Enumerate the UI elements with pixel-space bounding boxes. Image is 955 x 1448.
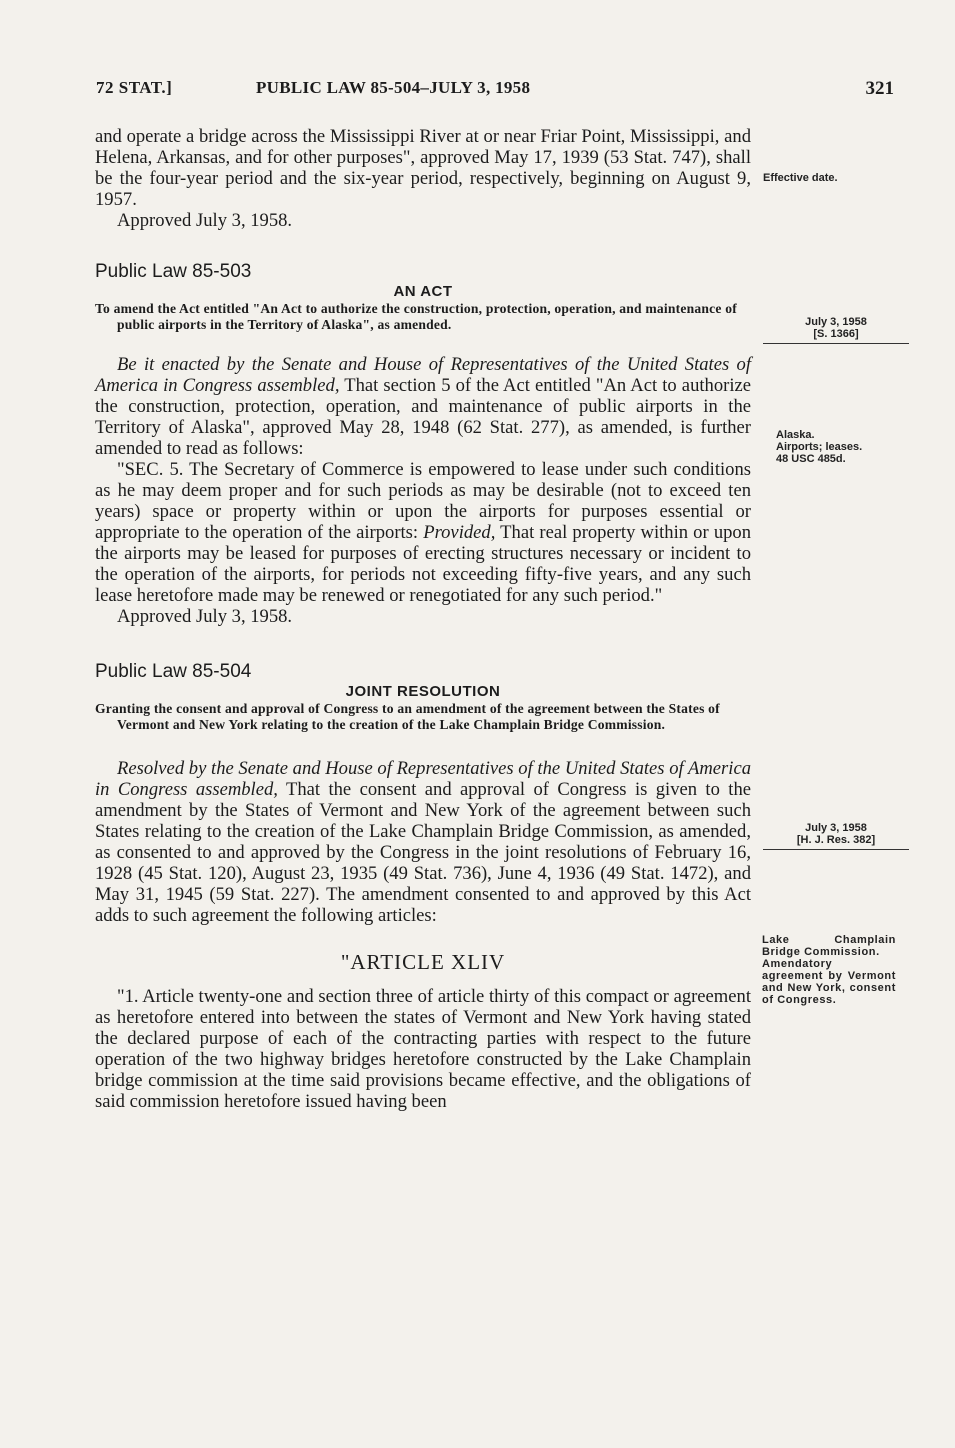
header-title: PUBLIC LAW 85-504–JULY 3, 1958 xyxy=(256,78,531,97)
alaska-note-3: 48 USC 485d. xyxy=(776,453,846,465)
enacting-clause: Be it enacted by the Senate and House of Representatives of the United States of America in Congress assembled, xyxy=(95,354,751,396)
alaska-note-1: Alaska. xyxy=(776,429,815,441)
law-504-date: July 3, 1958 xyxy=(805,822,867,834)
main-column xyxy=(95,126,751,1112)
stat-volume: 72 STAT.] xyxy=(96,78,173,97)
margin-note-law-503-date xyxy=(763,316,909,344)
law-85-503-purpose: To amend the Act entitled "An Act to authorize the construction, protection, operation, and maintenance of public airports in the Territory of Alaska", as amended. xyxy=(95,301,737,332)
law-85-504-resolving-paragraph xyxy=(95,758,751,926)
section-5-intro: "SEC. 5. The Secretary of Commerce is empowered to lease under such conditions as he may deem proper and for such periods as may be desirable (not to exceed ten years) space or property within or upon the airports for purposes essential or appropriate to the operation of the airports: xyxy=(95,459,751,543)
law-503-bill: [S. 1366] xyxy=(813,328,859,340)
section-5-rest: That real property within or upon the airports may be leased for purposes of erecting structures necessary or incident to the operation of the airports, for periods not exceeding fifty-five years, and any such lease heretofore made may be renewed or renegotiated for any such period." xyxy=(95,522,752,606)
act-heading: AN ACT xyxy=(393,283,453,300)
law-503-date: July 3, 1958 xyxy=(805,316,867,328)
page-number: 321 xyxy=(865,78,894,99)
joint-resolution-heading: JOINT RESOLUTION xyxy=(345,683,501,700)
margin-note-lake-champlain xyxy=(762,934,896,1006)
provided-clause: Provided, xyxy=(423,522,496,543)
lcb-note-2: Amendatory agreement by Vermont and New York, consent of Congress. xyxy=(762,958,896,1006)
law-85-503-enacting-paragraph xyxy=(95,354,751,459)
margin-note-alaska xyxy=(776,429,908,465)
margin-rule xyxy=(763,343,909,344)
article-xliv-text: "1. Article twenty-one and section three of article thirty of this compact or agreement as heretofore entered into between the states of Vermont and New York having stated the declared purpose of each of the contracting parties with respect to the future operation of the two highway bridges heretofore constructed by the Lake Champlain bridge commission at the time said provisions became effective, and the obligations of said commission heretofore issued having been xyxy=(95,986,751,1112)
running-header xyxy=(96,78,906,102)
law-85-504-title: Public Law 85-504 xyxy=(95,661,252,682)
lcb-note-1: Lake Champlain Bridge Commission. xyxy=(762,934,896,958)
law-85-504-body: That the consent and approval of Congress is given to the amendment by the States of Vermont and New York of the agreement between such States relating to the creation of the Lake Champlain Bridge Commission, as amended, as consented to and approved by the Congress in the joint resolutions of February 16, 1928 (45 Stat. 120), August 23, 1935 (49 Stat. 736), June 4, 1936 (49 Stat. 1472), and May 31, 1945 (59 Stat. 227). The amendment consented to and approved by this Act adds to such agreement the following articles: xyxy=(95,779,752,926)
approved-line-1: Approved July 3, 1958. xyxy=(117,210,293,231)
section-5-paragraph xyxy=(95,459,751,606)
margin-note-law-504-date xyxy=(763,822,909,850)
margin-note-effective-date: Effective date. xyxy=(763,172,838,184)
law-85-503-body: That section 5 of the Act entitled "An Act to authorize the construction, protection, operation, and maintenance of public airports in the Territory of Alaska", approved May 28, 1948 (62 Stat. 277), as amended, is further amended to read as follows: xyxy=(95,375,751,459)
margin-rule xyxy=(763,849,909,850)
article-xliv-heading: "ARTICLE XLIV xyxy=(340,950,506,974)
continuation-paragraph: and operate a bridge across the Mississippi River at or near Friar Point, Mississippi, and Helena, Arkansas, and for other purposes", approved May 17, 1939 (53 Stat. 747), shall be the four-year period and the six-year period, respectively, beginning on August 9, 1957. xyxy=(95,126,751,210)
approved-line-2: Approved July 3, 1958. xyxy=(117,606,293,627)
alaska-note-2: Airports; leases. xyxy=(776,441,863,453)
law-85-504-purpose: Granting the consent and approval of Congress to an amendment of the agreement between the States of Vermont and New York relating to the creation of the Lake Champlain Bridge Commission. xyxy=(95,701,720,732)
law-85-503-title: Public Law 85-503 xyxy=(95,261,252,282)
law-504-bill: [H. J. Res. 382] xyxy=(796,834,876,846)
resolving-clause: Resolved by the Senate and House of Representatives of the United States of America in Congress assembled, xyxy=(95,758,751,800)
